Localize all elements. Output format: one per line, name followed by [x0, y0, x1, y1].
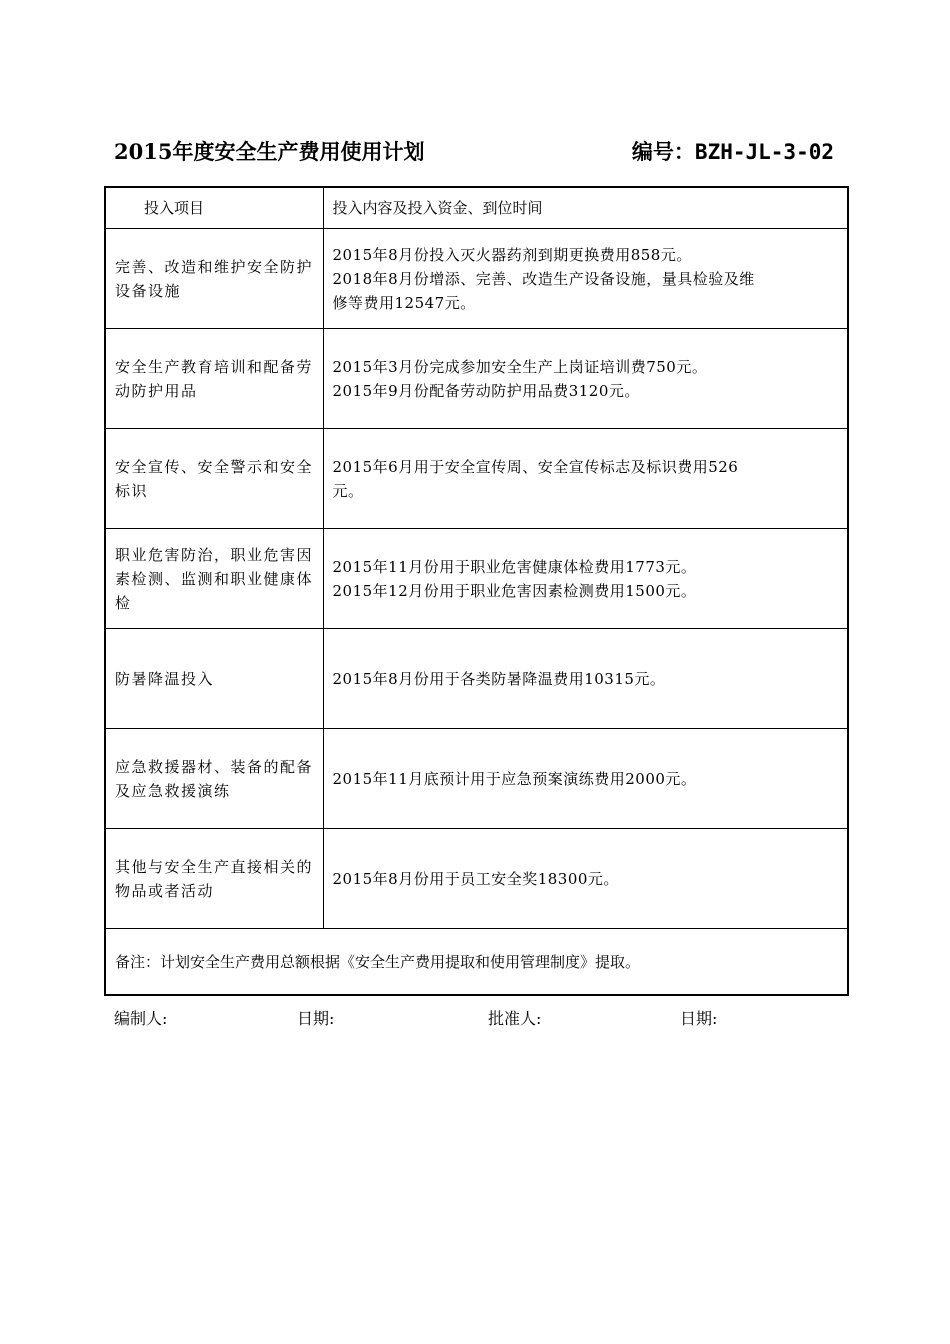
table-row: [105, 829, 848, 929]
prepared-by-label: 编制人:: [114, 1009, 168, 1028]
table-header-row: [105, 187, 848, 229]
content-line: 2015年8月份投入灭火器药剂到期更换费用858元。: [332, 245, 692, 264]
table-row: [105, 329, 848, 429]
date-label-1: 日期:: [297, 1009, 335, 1028]
table-row: [105, 529, 848, 629]
content-cell: [323, 429, 848, 529]
document-header: [114, 136, 834, 166]
category-cell: 安全宣传、安全警示和安全标识: [105, 429, 323, 529]
content-line: 2015年11月份用于职业危害健康体检费用1773元。: [332, 557, 697, 576]
table-row: [105, 729, 848, 829]
note-row: [105, 929, 848, 996]
content-line: 2015年6月用于安全宣传周、安全宣传标志及标识费用526: [332, 457, 739, 476]
content-cell: [323, 229, 848, 329]
content-cell: [323, 329, 848, 429]
category-cell: 完善、改造和维护安全防护设备设施: [105, 229, 323, 329]
content-line: 2015年3月份完成参加安全生产上岗证培训费750元。: [332, 357, 708, 376]
content-line: 修等费用12547元。: [332, 293, 476, 312]
document-number: [632, 136, 834, 166]
note-cell: 备注：计划安全生产费用总额根据《安全生产费用提取和使用管理制度》提取。: [105, 929, 848, 996]
content-line: 2018年8月份增添、完善、改造生产设备设施，量具检验及维: [332, 269, 755, 288]
content-line: 2015年8月份用于各类防暑降温费用10315元。: [332, 669, 666, 688]
content-line: 2015年11月底预计用于应急预案演练费用2000元。: [332, 769, 697, 788]
expense-plan-table: [104, 186, 849, 996]
content-line: 元。: [332, 481, 364, 500]
column-header-content: 投入内容及投入资金、到位时间: [323, 187, 848, 229]
category-cell: 其他与安全生产直接相关的物品或者活动: [105, 829, 323, 929]
date-label-2: 日期:: [680, 1009, 718, 1028]
table-row: [105, 629, 848, 729]
content-line: 2015年12月份用于职业危害因素检测费用1500元。: [332, 581, 697, 600]
content-cell: [323, 729, 848, 829]
document-title: 2015年度安全生产费用使用计划: [114, 139, 425, 164]
document-number-label: 编号：: [631, 139, 695, 164]
category-cell: 职业危害防治，职业危害因素检测、监测和职业健康体检: [105, 529, 323, 629]
table-row: [105, 429, 848, 529]
category-cell: 防暑降温投入: [105, 629, 323, 729]
content-cell: [323, 629, 848, 729]
category-cell: 安全生产教育培训和配备劳动防护用品: [105, 329, 323, 429]
content-cell: [323, 529, 848, 629]
column-header-category: 投入项目: [105, 187, 323, 229]
content-line: 2015年9月份配备劳动防护用品费3120元。: [332, 381, 640, 400]
approved-by-label: 批准人:: [488, 1009, 542, 1028]
category-cell: 应急救援器材、装备的配备及应急救援演练: [105, 729, 323, 829]
content-line: 2015年8月份用于员工安全奖18300元。: [332, 869, 619, 888]
signature-footer: [114, 1006, 834, 1030]
table-row: [105, 229, 848, 329]
document-number-value: BZH-JL-3-02: [694, 140, 834, 164]
content-cell: [323, 829, 848, 929]
